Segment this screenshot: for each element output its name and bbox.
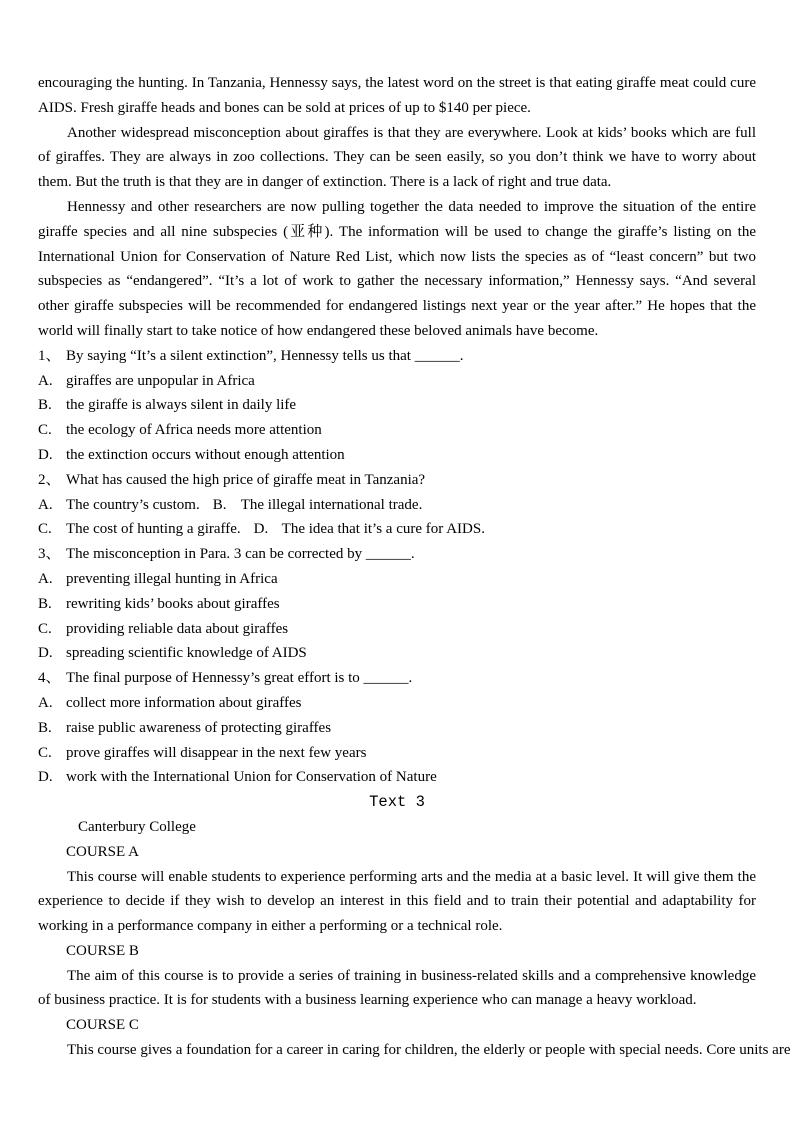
question-1-option-a <box>38 369 756 394</box>
text3-heading: Text 3 <box>369 793 425 812</box>
question-2-option-b <box>213 497 423 513</box>
question-2-options-cd <box>38 517 756 542</box>
question-4-option-b <box>38 716 756 741</box>
option-text: The cost of hunting a giraffe. <box>66 521 241 538</box>
question-1-prompt <box>38 344 756 369</box>
option-text: spreading scientific knowledge of AIDS <box>66 645 307 662</box>
question-3-option-a <box>38 567 756 592</box>
question-2-option-a <box>38 497 200 513</box>
option-text: the ecology of Africa needs more attention <box>66 422 322 439</box>
course-b-title: COURSE B <box>66 942 139 959</box>
question-2-number: 2、 <box>38 471 61 488</box>
option-label: D. <box>253 521 269 538</box>
option-text: The country’s custom. <box>66 496 200 513</box>
course-a-title: COURSE A <box>66 843 139 860</box>
option-text: the extinction occurs without enough attention <box>66 446 345 463</box>
question-4-option-a <box>38 691 756 716</box>
option-label: D. <box>38 769 53 786</box>
question-4-option-c <box>38 741 756 766</box>
option-text: work with the International Union for Conservation of Nature <box>66 769 437 786</box>
passage-paragraph-3: Hennessy and other researchers are now pulling together the data needed to improve the situation of the entire giraffe species and all nine subspecies (亚种). The information will be used to change the giraffe’s listing on the International Union for Conservation of Nature Red List, which now lists the species as of “least concern” but two subspecies as “endangered”. “It’s a lot of work to gather the necessary information,” Hennessy says. “And several other giraffe subspecies will be recommended for endangered listings next year or the year after.” He hopes that the world will finally start to take notice of how endangered these beloved animals have become. <box>38 198 756 339</box>
option-label: C. <box>38 422 52 439</box>
college-name: Canterbury College <box>78 818 196 835</box>
question-2-option-c <box>38 521 241 537</box>
question-4-option-d <box>38 765 756 790</box>
question-2-options-ab <box>38 493 756 518</box>
question-3-option-b <box>38 592 756 617</box>
option-label: C. <box>38 620 52 637</box>
option-label: B. <box>38 719 52 736</box>
question-3-text: The misconception in Para. 3 can be corrected by ______. <box>66 546 415 563</box>
course-c-description: This course gives a foundation for a career in caring for children, the elderly or people with special needs. Core units are <box>67 1042 791 1059</box>
question-3-prompt <box>38 542 756 567</box>
option-text: preventing illegal hunting in Africa <box>66 570 278 587</box>
course-c-title: COURSE C <box>66 1017 139 1034</box>
option-text: the giraffe is always silent in daily life <box>66 397 297 414</box>
option-label: C. <box>38 521 52 538</box>
question-1-text: By saying “It’s a silent extinction”, Hennessy tells us that ______. <box>66 347 464 364</box>
question-4-text: The final purpose of Hennessy’s great effort is to ______. <box>66 670 413 687</box>
question-3-option-d <box>38 641 756 666</box>
option-label: C. <box>38 744 52 761</box>
option-label: D. <box>38 645 53 662</box>
question-2-text: What has caused the high price of giraffe meat in Tanzania? <box>66 471 426 488</box>
option-text: prove giraffes will disappear in the next few years <box>66 744 367 761</box>
option-text: providing reliable data about giraffes <box>66 620 289 637</box>
option-text: giraffes are unpopular in Africa <box>66 372 255 389</box>
option-label: B. <box>38 595 52 612</box>
question-1-option-b <box>38 393 756 418</box>
option-label: A. <box>38 570 53 587</box>
option-label: D. <box>38 446 53 463</box>
option-label: B. <box>38 397 52 414</box>
question-2-prompt <box>38 468 756 493</box>
passage-paragraph-2: Another widespread misconception about giraffes is that they are everywhere. Look at kids’ books which are full of giraffes. They are always in zoo collections. They can be seen easily, so you don’t think we have to worry about them. But the truth is that they are in danger of extinction. There is a lack of right and true data. <box>38 124 756 191</box>
option-text: collect more information about giraffes <box>66 694 302 711</box>
course-b-description: The aim of this course is to provide a series of training in business-related skills and a comprehensive knowledge of business practice. It is for students with a business learning experience who can manage a heavy workload. <box>38 967 756 1009</box>
passage-paragraph-1: encouraging the hunting. In Tanzania, Hennessy says, the latest word on the street is that eating giraffe meat could cure AIDS. Fresh giraffe heads and bones can be sold at prices of up to $140 per piece. <box>38 75 756 116</box>
option-label: A. <box>38 694 53 711</box>
option-text: The idea that it’s a cure for AIDS. <box>281 521 485 538</box>
option-text: raise public awareness of protecting giraffes <box>66 719 332 736</box>
question-1-number: 1、 <box>38 347 61 364</box>
question-4-prompt <box>38 666 756 691</box>
option-label: B. <box>212 496 227 513</box>
question-2-option-d <box>254 521 485 537</box>
option-label: A. <box>38 496 53 513</box>
option-text: rewriting kids’ books about giraffes <box>66 595 280 612</box>
question-4-number: 4、 <box>38 670 61 687</box>
option-text: The illegal international trade. <box>240 496 423 513</box>
question-3-option-c <box>38 617 756 642</box>
option-label: A. <box>38 372 53 389</box>
question-1-option-d <box>38 443 756 468</box>
question-3-number: 3、 <box>38 546 61 563</box>
question-1-option-c <box>38 418 756 443</box>
course-a-description: This course will enable students to experience performing arts and the media at a basic level. It will give them the experience to decide if they wish to develop an interest in this field and to train their potential and adaptability for working in a performance company in either a performing or a technical role. <box>38 868 756 935</box>
